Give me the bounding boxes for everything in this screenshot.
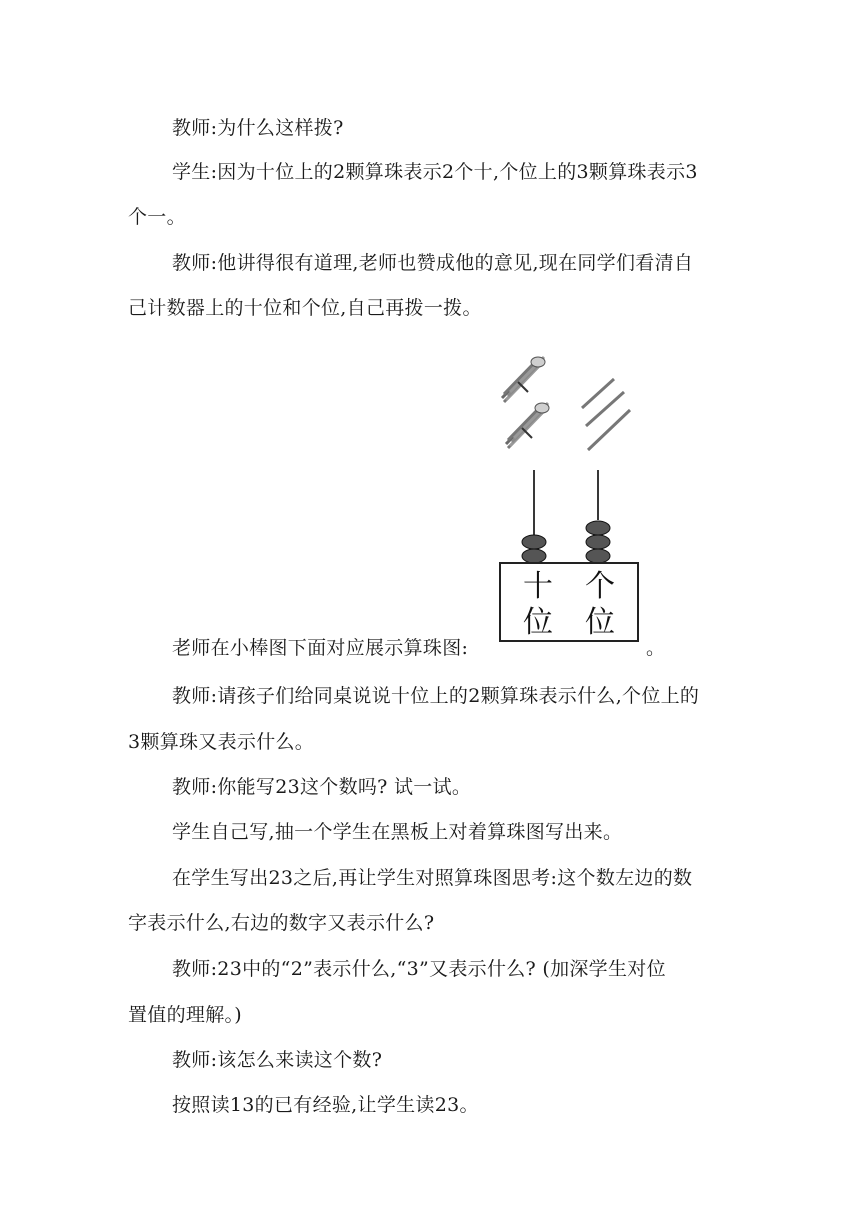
- para-11-line-1: 按照读13的已有经验,让学生读23。: [172, 1094, 479, 1116]
- para-2-line-1: 学生:因为十位上的2颗算珠表示2个十,个位上的3颗算珠表示3: [172, 161, 698, 183]
- para-7-line-1: 学生自己写,抽一个学生在黑板上对着算珠图写出来。: [172, 821, 623, 843]
- bead: [522, 535, 546, 549]
- bead: [586, 549, 610, 563]
- tens-beads: [522, 535, 546, 563]
- para-8-line-2: 字表示什么,右边的数字又表示什么?: [128, 912, 435, 934]
- bundle-1: [502, 357, 545, 402]
- para-3-line-2: 己计数器上的十位和个位,自己再拨一拨。: [128, 297, 482, 319]
- tens-label-top: 十: [523, 569, 553, 604]
- para-4-line-1: 老师在小棒图下面对应展示算珠图:: [172, 637, 469, 659]
- para-4-trailing: 。: [646, 637, 666, 659]
- para-9-line-1: 教师:23中的“2”表示什么,“3”又表示什么? (加深学生对位: [172, 958, 666, 980]
- para-5-line-1: 教师:请孩子们给同桌说说十位上的2颗算珠表示什么,个位上的: [172, 685, 700, 707]
- tens-label-bottom: 位: [523, 605, 553, 640]
- para-10-line-1: 教师:该怎么来读这个数?: [172, 1049, 383, 1071]
- ones-label-bottom: 位: [585, 605, 615, 640]
- para-9-line-2: 置值的理解。): [128, 1004, 243, 1026]
- para-8-line-1: 在学生写出23之后,再让学生对照算珠图思考:这个数左边的数: [172, 867, 693, 889]
- bundle-2: [506, 403, 549, 448]
- para-6-line-1: 教师:你能写23这个数吗? 试一试。: [172, 776, 472, 798]
- para-2-line-2: 个一。: [128, 206, 186, 228]
- bead: [586, 521, 610, 535]
- ones-sticks: [582, 379, 630, 450]
- ones-beads: [586, 521, 610, 563]
- abacus-base: [500, 563, 638, 641]
- tens-bundles: [502, 357, 549, 448]
- para-1-line-1: 教师:为什么这样拨?: [172, 117, 344, 139]
- bead: [586, 535, 610, 549]
- bead: [522, 549, 546, 563]
- para-3-line-1: 教师:他讲得很有道理,老师也赞成他的意见,现在同学们看清自: [172, 252, 694, 274]
- abacus-figure: [498, 352, 642, 644]
- ones-label-top: 个: [585, 569, 615, 604]
- para-5-line-2: 3颗算珠又表示什么。: [128, 731, 315, 753]
